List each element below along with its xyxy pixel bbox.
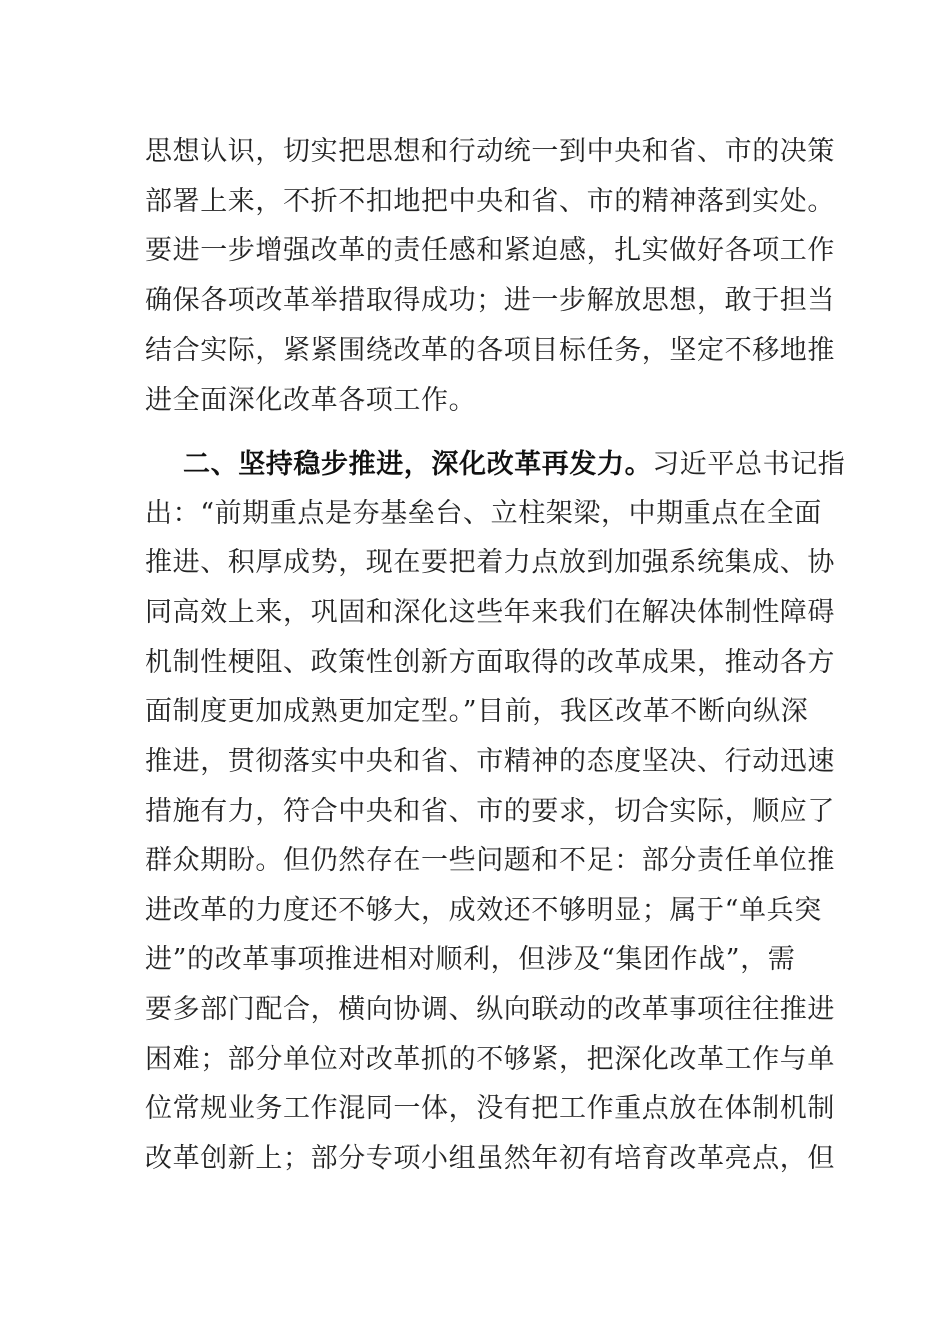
section-heading: 二、坚持稳步推进，深化改革再发力。 <box>183 449 653 480</box>
text-line: 结合实际，紧紧围绕改革的各项目标任务，坚定不移地推 <box>145 335 835 366</box>
text-line: 部署上来，不折不扣地把中央和省、市的精神落到实处。 <box>145 186 835 217</box>
text-line: 推进、积厚成势，现在要把着力点放到加强系统集成、协 <box>145 547 835 578</box>
text-line-first <box>183 448 845 482</box>
text-line: 同高效上来，巩固和深化这些年来我们在解决体制性障碍 <box>145 597 835 628</box>
text-line: 面制度更加成熟更加定型。”目前，我区改革不断向纵深 <box>145 696 809 727</box>
text-line: 确保各项改革举措取得成功；进一步解放思想，敢于担当 <box>145 285 835 316</box>
text-line: 进”的改革事项推进相对顺利，但涉及“集团作战”，需 <box>145 944 796 975</box>
text-line: 进改革的力度还不够大，成效还不够明显；属于“单兵突 <box>145 895 822 926</box>
text-line: 要多部门配合，横向协调、纵向联动的改革事项往往推进 <box>145 994 835 1025</box>
text-line: 位常规业务工作混同一体，没有把工作重点放在体制机制 <box>145 1093 835 1124</box>
text-line: 机制性梗阻、政策性创新方面取得的改革成果，推动各方 <box>145 647 835 678</box>
text-line: 群众期盼。但仍然存在一些问题和不足：部分责任单位推 <box>145 845 835 876</box>
text-line: 思想认识，切实把思想和行动统一到中央和省、市的决策 <box>145 136 835 167</box>
text-line: 推进，贯彻落实中央和省、市精神的态度坚决、行动迅速 <box>145 746 835 777</box>
text-line: 进全面深化改革各项工作。 <box>145 385 477 416</box>
text-line: 困难；部分单位对改革抓的不够紧，把深化改革工作与单 <box>145 1044 835 1075</box>
text-line: 措施有力，符合中央和省、市的要求，切合实际，顺应了 <box>145 796 835 827</box>
text-line: 要进一步增强改革的责任感和紧迫感，扎实做好各项工作 <box>145 235 835 266</box>
text-line: 改革创新上；部分专项小组虽然年初有培育改革亮点，但 <box>145 1143 835 1174</box>
heading-line-rest: 习近平总书记指 <box>652 449 846 480</box>
text-line: 出：“前期重点是夯基垒台、立柱架梁，中期重点在全面 <box>145 498 822 529</box>
